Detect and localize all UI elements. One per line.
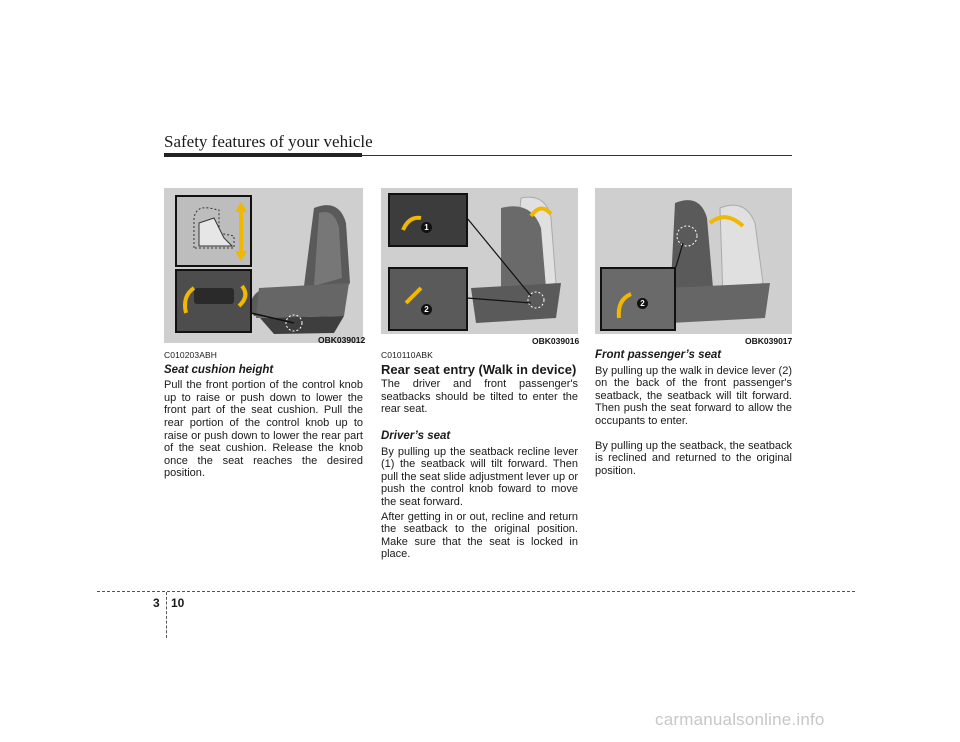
body-paragraph: After getting in or out, recline and return the seatback to the original position. Make sure that the seat is locked in place.	[381, 510, 578, 561]
watermark: carmanualsonline.info	[655, 710, 825, 729]
chapter-number: 3	[153, 596, 160, 610]
section-subtitle: Driver’s seat	[381, 429, 451, 442]
body-paragraph: Pull the front portion of the control knob up to raise or push down to lower the front part of the seat cushion. Pull the rear portion of the control knob up to raise or push down to lower the rear part of the seat cushion. Release the knob once the seat reaches the desired position.	[164, 379, 363, 480]
figure-rear-seat-entry-driver	[381, 188, 578, 334]
figure-seat-cushion-height	[164, 188, 366, 345]
column-passenger-seat	[595, 347, 792, 477]
section-subtitle: Seat cushion height	[164, 363, 274, 376]
section-code: C010203ABH	[164, 350, 217, 360]
figure-code: OBK039017	[745, 336, 793, 346]
footer-divider	[97, 591, 855, 592]
header-rule	[362, 155, 792, 156]
page-number: 10	[171, 596, 185, 610]
column-driver-seat	[381, 349, 578, 561]
figure-code: OBK039016	[532, 336, 580, 346]
page-header-title: Safety features of your vehicle	[164, 132, 373, 151]
figure-rear-seat-entry-passenger	[595, 188, 792, 334]
header-bar	[164, 153, 362, 157]
callout-2: 2	[637, 298, 648, 309]
callout-2: 2	[421, 304, 432, 315]
section-subtitle: Front passenger’s seat	[595, 349, 722, 361]
column-seat-cushion	[164, 349, 363, 480]
footer-vertical-divider	[166, 592, 167, 638]
section-title: Rear seat entry (Walk in device)	[381, 361, 577, 377]
intro-paragraph: The driver and front passenger's seatbacks should be tilted to enter the rear seat.	[381, 378, 578, 416]
section-code: C010110ABK	[381, 350, 433, 360]
figure-code: OBK039012	[318, 335, 366, 345]
body-paragraph: By pulling up the seatback recline lever (1) the seatback will tilt forward. Then pull the seat slide adjustment lever up or push the control knob foward to move the seat forward.	[381, 445, 578, 508]
body-paragraph: By pulling up the seatback, the seatback is reclined and returned to the original position.	[595, 439, 792, 477]
body-paragraph: By pulling up the walk in device lever (2) on the back of the front passenger's seatback, the seatback will tilt forward. Then push the seat forward to allow the occupants to enter.	[595, 364, 792, 427]
callout-1: 1	[421, 222, 432, 233]
